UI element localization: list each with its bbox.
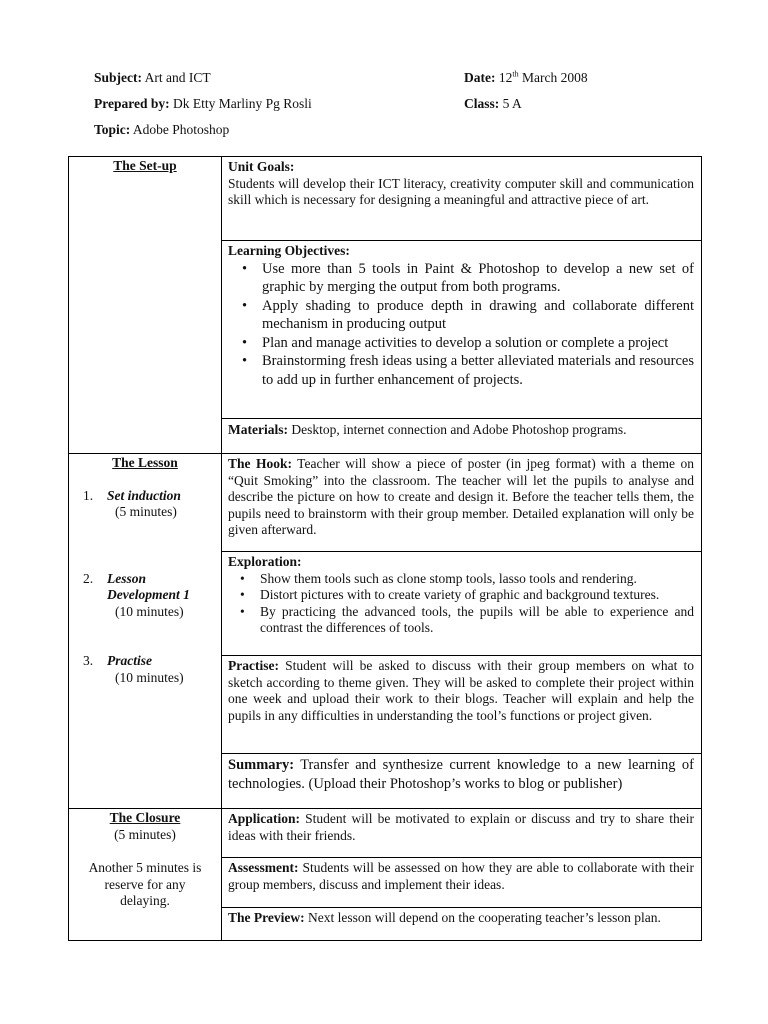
- hook-row: [69, 454, 702, 552]
- application-cell: [222, 809, 702, 858]
- unit-goals-text: Students will develop their ICT literacy, creativity computer skill and communication skill which is necessary for designing a meaningful and attractive piece of art.: [228, 175, 694, 207]
- topic-field: [94, 122, 229, 137]
- subject-label: Subject:: [94, 70, 142, 85]
- date-suffix: th: [512, 69, 519, 79]
- hook-cell: [222, 454, 702, 552]
- lesson-item-number: 3.: [83, 653, 94, 668]
- application-text: Student will be motivated to explain or discuss and try to share their ideas with their friends.: [228, 811, 694, 843]
- objectives-list: [228, 260, 694, 390]
- header-row-2: [94, 96, 694, 114]
- exploration-item: • Show them tools such as clone stomp tools, lasso tools and rendering.: [260, 571, 694, 588]
- application-label: Application:: [228, 811, 301, 826]
- assessment-cell: [222, 858, 702, 908]
- unit-goals-cell: [222, 157, 702, 241]
- assessment-text: Students will be assessed on how they are able to collaborate with their group members, discuss and implement their ideas.: [228, 860, 694, 892]
- summary-cell: [222, 754, 702, 809]
- class-label: Class:: [464, 96, 500, 111]
- objectives-cell: [222, 241, 702, 419]
- lesson-item-title-line1: Lesson: [107, 570, 147, 586]
- preview-label: The Preview:: [228, 910, 305, 925]
- lesson-item-duration: (5 minutes): [115, 504, 177, 519]
- exploration-cell: [222, 552, 702, 656]
- preview-text: Next lesson will depend on the cooperating teacher’s lesson plan.: [304, 910, 661, 925]
- objective-item: • Use more than 5 tools in Paint & Photoshop to develop a new set of graphic by merging the output from both programs.: [262, 260, 694, 297]
- header-row-3: [94, 122, 694, 140]
- lesson-item-title-line2: Development 1: [107, 587, 190, 602]
- topic-value: Adobe Photoshop: [130, 122, 230, 137]
- practise-label: Practise:: [228, 658, 279, 673]
- materials-text: Desktop, internet connection and Adobe Photoshop programs.: [287, 422, 627, 437]
- class-field: [464, 96, 522, 113]
- exploration-label: Exploration:: [228, 554, 302, 569]
- lesson-item-title: Set induction: [107, 487, 181, 503]
- lesson-plan-table: [68, 156, 702, 941]
- lesson-item-duration: (10 minutes): [115, 669, 184, 685]
- lesson-item-1: [69, 488, 221, 521]
- document-header: [94, 70, 694, 140]
- exploration-list: [228, 571, 694, 637]
- practise-text: Student will be asked to discuss with their group members on what to sketch according to theme given. They will be asked to complete their project within one week and upload their work to their blogs. Teacher will explain and help the pupils in any difficulties in understanding the tool’s functions or project given.: [228, 658, 694, 723]
- materials-label: Materials:: [228, 422, 288, 437]
- assessment-label: Assessment:: [228, 860, 299, 875]
- objective-item: • Apply shading to produce depth in drawing and collaborate different mechanism in producing output: [262, 297, 694, 334]
- objective-item: • Plan and manage activities to develop a solution or complete a project: [262, 334, 694, 353]
- hook-text: Teacher will show a piece of poster (in jpeg format) with a theme on “Quit Smoking” into the classroom. The teacher will let the pupils to analyse and describe the picture on how to create and design it. Before the teacher tells them, the pupils need to brainstorm with their group member. Detailed explanation will only be given afterward.: [228, 456, 694, 537]
- lesson-item-duration: (10 minutes): [115, 603, 184, 619]
- date-label: Date:: [464, 70, 496, 85]
- subject-field: [94, 70, 211, 85]
- exploration-item: • Distort pictures with to create variety of graphic and background textures.: [260, 587, 694, 604]
- prepared-field: [94, 96, 312, 111]
- setup-section-cell: [69, 157, 222, 454]
- hook-label: The Hook:: [228, 456, 292, 471]
- preview-cell: [222, 908, 702, 941]
- prepared-value: Dk Etty Marliny Pg Rosli: [169, 96, 312, 111]
- unit-goals-row: [69, 157, 702, 241]
- materials-cell: [222, 419, 702, 454]
- lesson-item-number: 1.: [83, 487, 94, 503]
- closure-section-cell: [69, 809, 222, 941]
- date-day: 12: [495, 70, 513, 85]
- date-field: [464, 70, 588, 87]
- date-rest: March 2008: [518, 70, 588, 85]
- lesson-section-cell: [69, 454, 222, 809]
- setup-title: The Set-up: [113, 158, 177, 173]
- application-row: [69, 809, 702, 858]
- exploration-item: • By practicing the advanced tools, the pupils will be able to experience and contrast the differences of tools.: [260, 604, 694, 637]
- closure-note: Another 5 minutes is reserve for any delaying.: [88, 860, 202, 908]
- closure-duration: (5 minutes): [114, 826, 176, 842]
- prepared-label: Prepared by:: [94, 96, 170, 111]
- lesson-item-title: Practise: [107, 653, 152, 668]
- lesson-item-3: [69, 653, 221, 686]
- objectives-label: Learning Objectives:: [228, 243, 350, 258]
- header-row-1: [94, 70, 694, 88]
- practise-cell: [222, 656, 702, 754]
- class-value: 5 A: [499, 96, 522, 111]
- lesson-item-2: [69, 571, 221, 621]
- topic-label: Topic:: [94, 122, 131, 137]
- summary-label: Summary:: [228, 757, 295, 773]
- lesson-title: The Lesson: [112, 455, 178, 470]
- closure-title: The Closure: [109, 810, 181, 825]
- objective-item: • Brainstorming fresh ideas using a better alleviated materials and resources to add up in further enhancement of projects.: [262, 352, 694, 389]
- summary-text: Transfer and synthesize current knowledge to a new learning of technologies. (Upload their Photoshop’s works to blog or publisher): [228, 757, 694, 792]
- subject-value: Art and ICT: [142, 70, 211, 85]
- lesson-item-number: 2.: [83, 570, 94, 586]
- unit-goals-label: Unit Goals:: [228, 159, 295, 174]
